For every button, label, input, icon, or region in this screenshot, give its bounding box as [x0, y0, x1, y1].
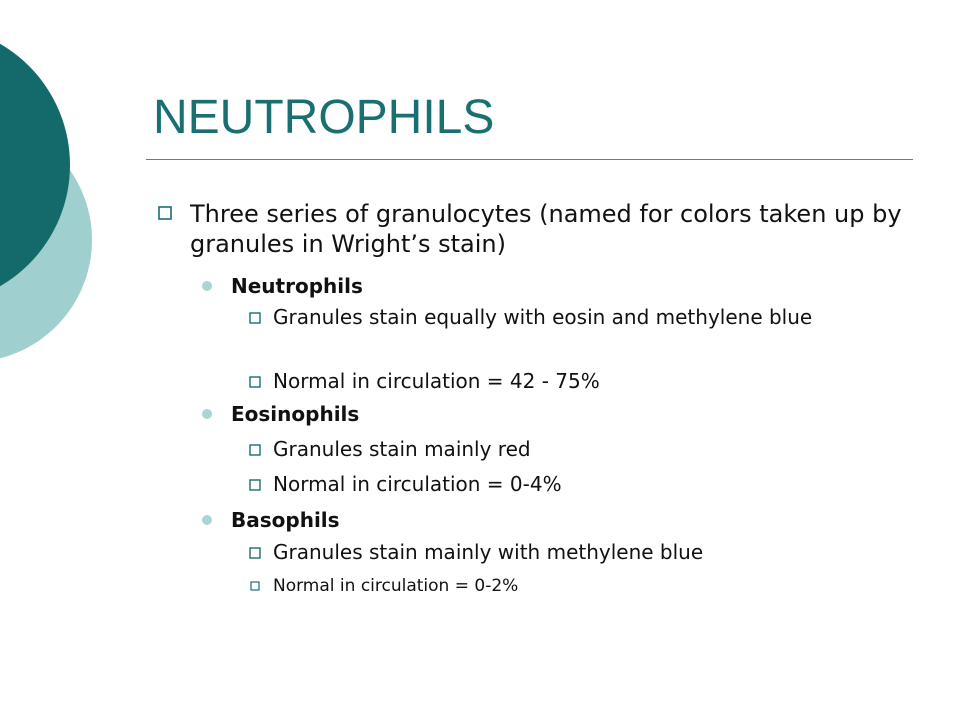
hollow-square-bullet-icon [249, 547, 261, 559]
dot-bullet-icon [202, 409, 212, 419]
heading-basophils: Basophils [231, 508, 340, 532]
heading-eosinophils: Eosinophils [231, 402, 360, 426]
dot-bullet-icon [202, 281, 212, 291]
hollow-square-bullet-icon [249, 376, 261, 388]
point-granulocyte-series: Three series of granulocytes (named for colors taken up by granules in Wright’s stain) [190, 200, 902, 258]
point-basophil-stain: Granules stain mainly with methylene blue [273, 540, 704, 564]
hollow-square-bullet-icon [249, 444, 261, 456]
heading-neutrophils: Neutrophils [231, 274, 363, 298]
hollow-square-bullet-icon [249, 312, 261, 324]
point-eosinophil-range: Normal in circulation = 0-4% [273, 472, 562, 496]
dot-bullet-icon [202, 515, 212, 525]
point-eosinophil-stain: Granules stain mainly red [273, 437, 531, 461]
point-basophil-range: Normal in circulation = 0-2% [273, 576, 519, 596]
point-neutrophil-range: Normal in circulation = 42 - 75% [273, 369, 600, 393]
hollow-square-bullet-icon [250, 581, 260, 591]
point-neutrophil-stain: Granules stain equally with eosin and methylene blue [273, 305, 813, 329]
hollow-square-bullet-icon [249, 479, 261, 491]
hollow-square-bullet-icon [158, 206, 172, 220]
slide-title: NEUTROPHILS [153, 91, 495, 144]
